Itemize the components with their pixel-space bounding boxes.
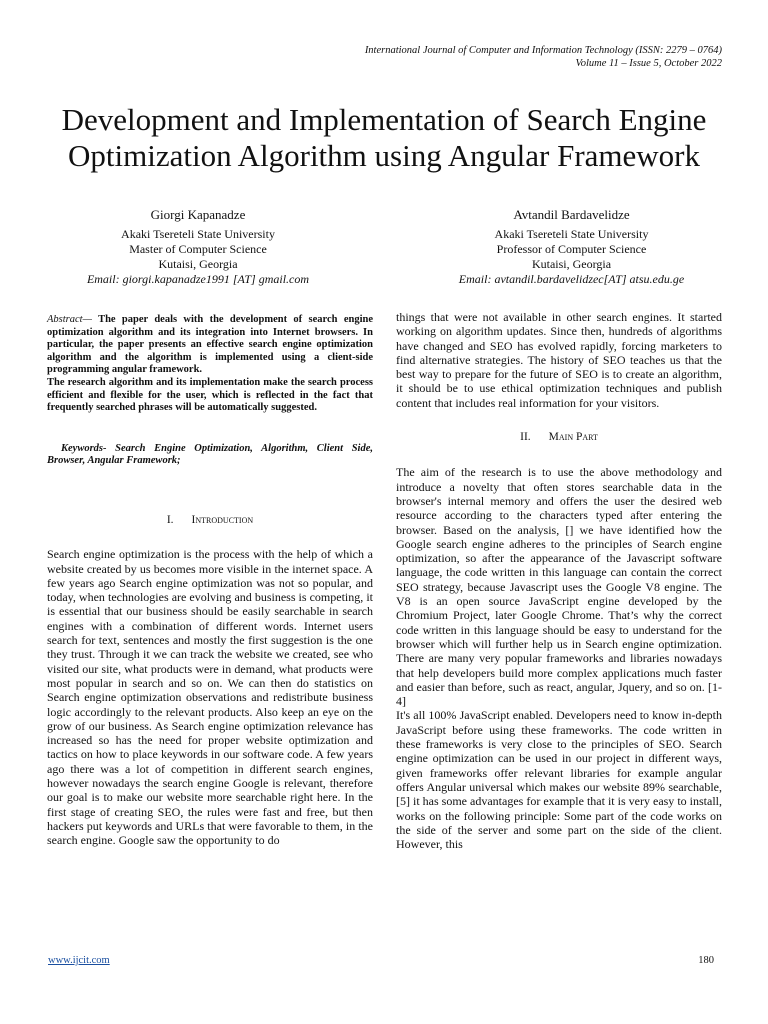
- main-part-text-2: It's all 100% JavaScript enabled. Developers need to know in-depth JavaScript before using these frameworks. The code written in these frameworks is very close to the principles of SEO. Search engine optimization can be used in our project in different ways, given frameworks offer relevant libraries for example angular offers Angular universal which makes our website 89% searchable,[5] it has some advantages for example that it is very easy to install, works on the following principle: Some part of the code works on the side of the server and some part on the side of the client. However, this: [396, 708, 722, 852]
- introduction-continued-text: things that were not available in other search engines. It started working on algorithm updates. Since then, hundreds of algorithms have changed and SEO has evolved rapidly, forcing marketers to find alternative strategies. The history of SEO teaches us that the best way to prepare for the future of SEO is to create an algorithm, it should be to use ethical optimization techniques and publish content that includes real information for your visitors.: [396, 310, 722, 410]
- author-name: Avtandil Bardavelidze: [513, 207, 630, 222]
- section-number: I.: [166, 513, 174, 526]
- section-heading-main-part: [396, 430, 722, 444]
- paper-title: [30, 102, 738, 174]
- page-number: 180: [698, 955, 714, 966]
- author-affiliation: Akaki Tsereteli State University: [121, 227, 275, 241]
- section-heading-introduction: [47, 513, 373, 527]
- author-affiliation: Akaki Tsereteli State University: [494, 227, 649, 241]
- journal-name: International Journal of Computer and Information Technology (ISSN: 2279 – 0764): [364, 45, 722, 56]
- author-position: Master of Computer Science: [129, 242, 267, 256]
- section-title: Main Part: [548, 431, 598, 444]
- author-position: Professor of Computer Science: [496, 242, 647, 256]
- author-name: Giorgi Kapanadze: [150, 207, 246, 222]
- right-column: [396, 310, 722, 851]
- abstract: [47, 314, 373, 377]
- abstract-text-1: The paper deals with the development of search engine optimization algorithm and its integration into Internet browsers. In particular, the paper presents an effective search engine optimization algorithm and the algorithm is implemented using a client-side programming angular framework.: [47, 314, 373, 376]
- author-location: Kutaisi, Georgia: [158, 257, 238, 271]
- journal-volume: Volume 11 – Issue 5, October 2022: [575, 58, 722, 69]
- author-1: [58, 207, 338, 287]
- title-line-2: Optimization Algorithm using Angular Framework: [68, 138, 700, 173]
- author-location: Kutaisi, Georgia: [531, 257, 612, 271]
- journal-header: [365, 44, 722, 70]
- author-email: Email: avtandil.bardavelidzec[AT] atsu.edu.ge: [458, 272, 685, 286]
- author-email: Email: giorgi.kapanadze1991 [AT] gmail.com: [86, 272, 310, 286]
- author-2: [430, 207, 713, 287]
- left-column: [47, 314, 373, 847]
- journal-website-link[interactable]: www.ijcit.com: [48, 955, 110, 966]
- section-number: II.: [520, 431, 531, 444]
- introduction-text: Search engine optimization is the process with the help of which a website created by us becomes more visible in the internet space. A few years ago Search engine optimization was not so popular, and today, when technologies are evolving and business is competing, it is essential that our business should be easily searchable in search engines with a combination of different words. Internet users search for text, sentences and mostly the first suggestion is the one they trust. Through it we can track the website we created, see who visited our site, what products were in demand, what products were most popular in search and so on. We can then do statistics on Search engine optimization observations and redistribute business logic accordingly to the relevant products. Also keep an eye on the grow of our business. As Search engine optimization relevance has increased so has the need for proper website optimization and tactics on how to place keywords in our software code. A few years ago there was a lot of competition in different search engines, however nowadays the search engine Google is relevant, therefore our goal is to make our website more searchable right here. In the first stage of creating SEO, the rules were fast and free, but then hackers put keywords and URLs that were favorable to them, in the search engine. Google saw the opportunity to do: [47, 547, 373, 848]
- section-title: Introduction: [191, 513, 254, 526]
- abstract-label: Abstract—: [47, 314, 92, 325]
- title-line-1: Development and Implementation of Search Engine: [61, 102, 707, 137]
- keywords: Keywords- Search Engine Optimization, Algorithm, Client Side, Browser, Angular Framework;: [47, 442, 373, 467]
- main-part-text-1: The aim of the research is to use the above methodology and introduce a novelty that often stores searchable data in the browser's internal memory and offers the user the desired web resource according to the characters typed after entering the browser. Based on the analysis, [] we have identified how the Google search engine adheres to the principles of Search engine optimization, so after the appearance of the Javascript software language, the code written in this language can contain the correct SEO strategy, because Javascript uses the Google V8 engine. The V8 is an open source JavaScript engine developed by the Chromium Project, later Google Chrome. That’s why the correct code written in this language should be easy to understand for the browser which will further help us in Search engine optimization. There are many very popular frameworks and libraries nowadays that help developers build more complex applications much faster and easier than before, such as react, angular, Jquery, and so on. [1-4]: [396, 465, 722, 709]
- abstract-text-2: The research algorithm and its implementation make the search process efficient and flexible for the user, which is reflected in the fact that frequently searched phrases will be automatically suggested.: [47, 376, 373, 414]
